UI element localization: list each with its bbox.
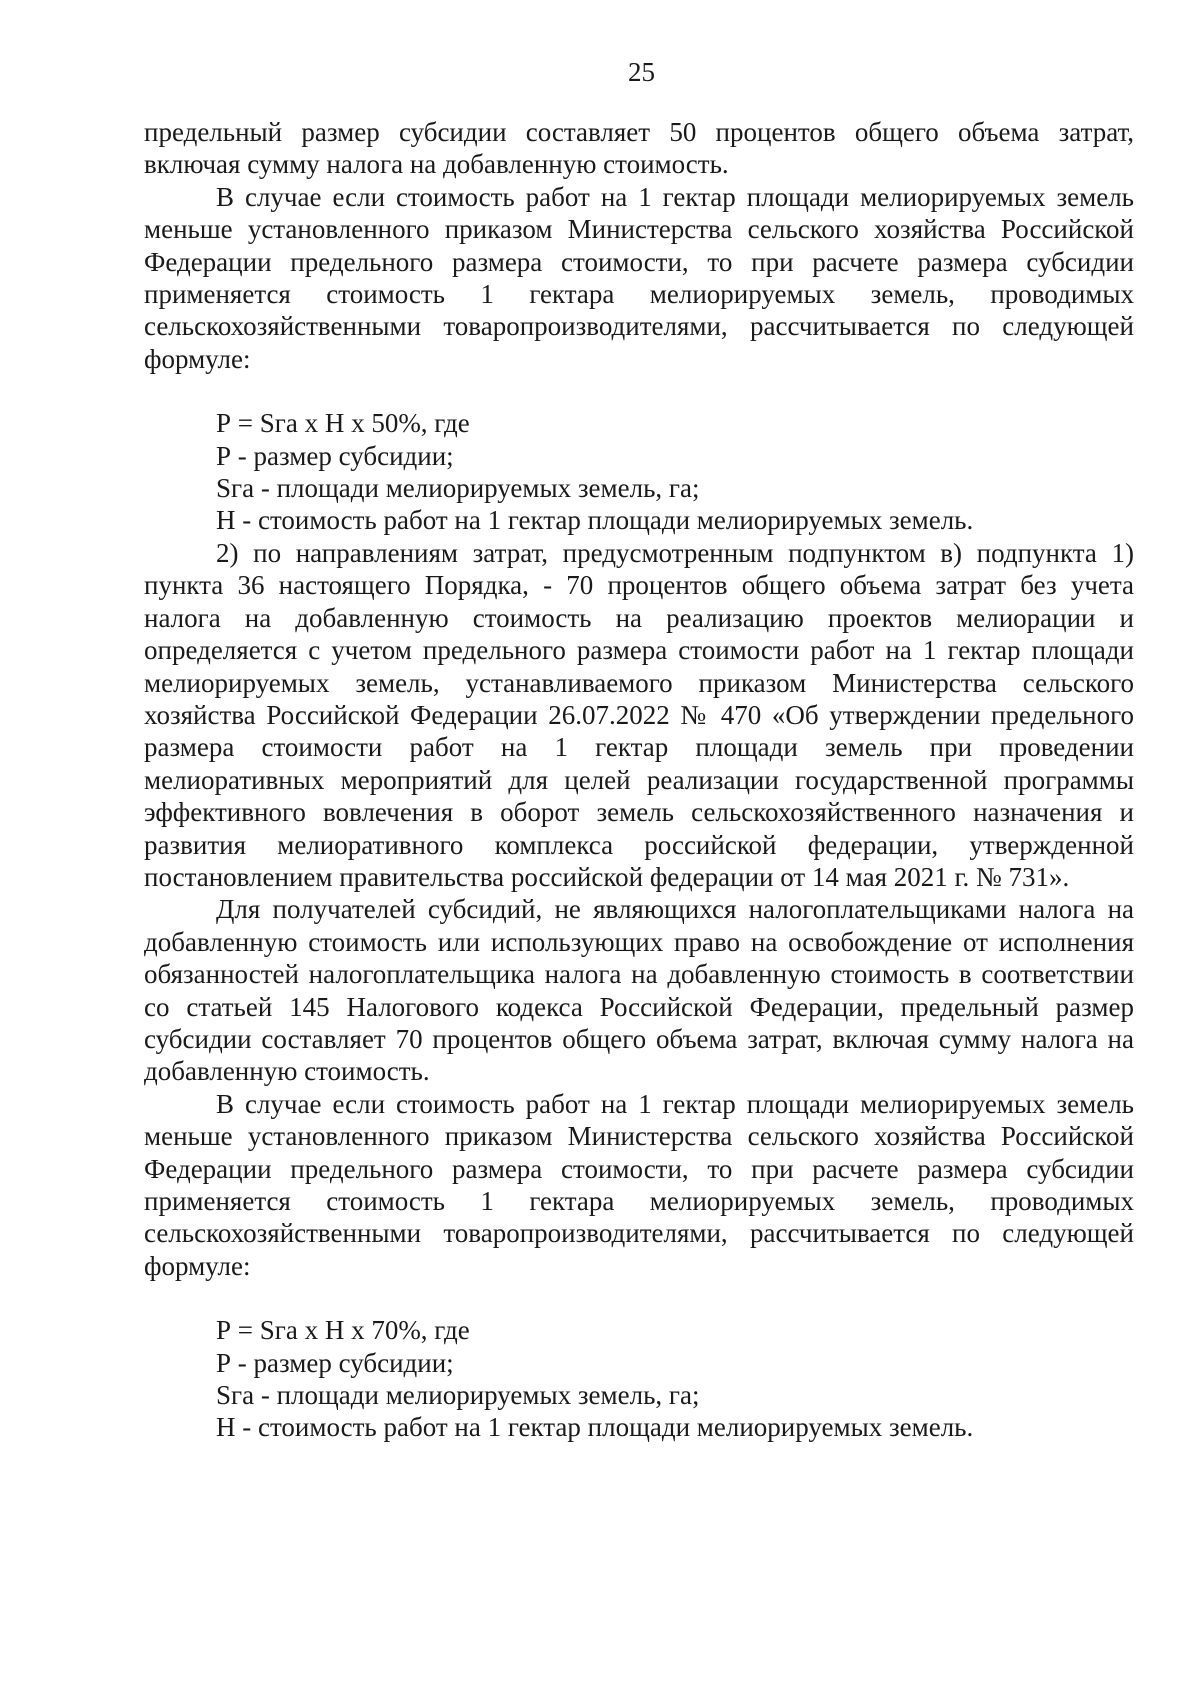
definition-p: Р - размер субсидии; [216,440,454,471]
paragraph-condition-50: В случае если стоимость работ на 1 гектар площади мелиорируемых земель меньше установленного приказом Министерства сельского хозяйства Российской Федерации предельного размера стоимости, то при расчете размера субсидии применяется стоимость 1 гектара мелиорируемых земель, проводимых сельскохозяйственными товаропроизводителями, рассчитывается по следующей формуле: [144,181,1134,374]
formula-70: Р = Sга х Н х 70%, где [216,1315,470,1346]
page-number: 25 [628,57,655,87]
definition-n: Н - стоимость работ на 1 гектар площади мелиорируемых земель. [216,505,974,536]
paragraph-non-vat-payers: Для получателей субсидий, не являющихся налогоплательщиками налога на добавленную стоимость или использующих право на освобождение от исполнения обязанностей налогоплательщика налога на добавленную стоимость в соответствии со статьей 145 Налогового кодекса Российской Федерации, предельный размер субсидии составляет 70 процентов общего объема затрат, включая сумму налога на добавленную стоимость. [144,894,1134,1087]
document-body [144,116,1134,1444]
paragraph-condition-70: В случае если стоимость работ на 1 гектар площади мелиорируемых земель меньше установленного приказом Министерства сельского хозяйства Российской Федерации предельного размера стоимости, то при расчете размера субсидии применяется стоимость 1 гектара мелиорируемых земель, проводимых сельскохозяйственными товаропроизводителями, рассчитывается по следующей формуле: [144,1088,1134,1281]
formula-50: Р = Sга х Н х 50%, где [216,408,470,439]
paragraph-item-2: 2) по направлениям затрат, предусмотренным подпунктом в) подпункта 1) пункта 36 настоящего Порядка, - 70 процентов общего объема затрат без учета налога на добавленную стоимость на реализацию проектов мелиорации и определяется с учетом предельного размера стоимости работ на 1 гектар площади мелиорируемых земель, устанавливаемого приказом Министерства сельского хозяйства Российской Федерации 26.07.2022 № 470 «Об утверждении предельного размера стоимости работ на 1 гектар площади земель при проведении мелиоративных мероприятий для целей реализации государственной программы эффективного вовлечения в оборот земель сельскохозяйственного назначения и развития мелиоративного комплекса российской федерации, утвержденной постановлением правительства российской федерации от 14 мая 2021 г. № 731». [144,537,1134,892]
definition-p-2: Р - размер субсидии; [216,1347,454,1378]
paragraph-continuation: предельный размер субсидии составляет 50 процентов общего объема затрат, включая сумму налога на добавленную стоимость. [144,117,1134,180]
definition-n-2: Н - стоимость работ на 1 гектар площади мелиорируемых земель. [216,1412,974,1443]
definition-sga: Sга - площади мелиорируемых земель, га; [216,473,700,504]
definition-sga-2: Sга - площади мелиорируемых земель, га; [216,1380,700,1411]
